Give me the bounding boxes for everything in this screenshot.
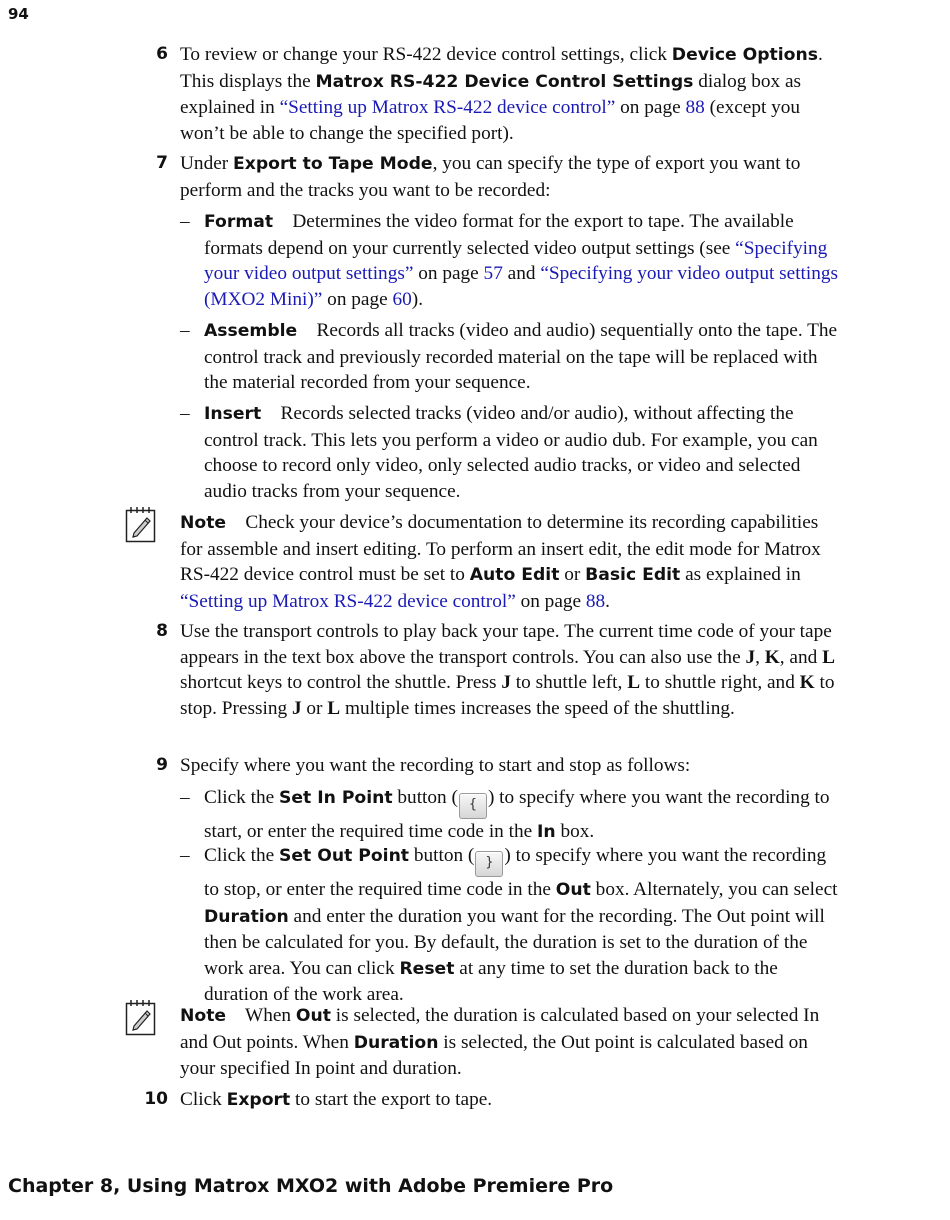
cross-reference-link[interactable]: “Setting up Matrox RS-422 device control”: [279, 97, 616, 119]
page-link[interactable]: 60: [392, 288, 412, 310]
set-in-point-button-icon: {: [459, 793, 487, 819]
cross-reference-link[interactable]: “Specifying your video output settings”: [204, 237, 828, 285]
list-dash: –: [180, 845, 190, 866]
note-pad-pencil-icon: [125, 505, 157, 543]
page-link[interactable]: 88: [585, 590, 606, 612]
step-10-text: Click Export to start the export to tape.: [180, 1089, 493, 1110]
note-pad-pencil-icon: [125, 998, 157, 1036]
format-item: Format Determines the video format for the export to tape. The available formats depend on your currently selected video output settings (see “Specifying your video output settings” on page 57 and “Specifying your video output settings (MXO2 Mini)” on page 60).: [204, 211, 839, 310]
note-1-text: Note Check your device’s documentation to determine its recording capabilities for assemble and insert editing. To perform an insert edit, the edit mode for Matrox RS-422 device control must be set to Auto Edit or Basic Edit as explained in “Setting up Matrox RS-422 device control” on page 88.: [180, 512, 821, 612]
list-dash: –: [180, 211, 190, 232]
step-number: 7: [156, 153, 168, 173]
step-number: 10: [144, 1089, 168, 1109]
step-number: 8: [156, 621, 168, 641]
note-label: Note: [180, 513, 227, 533]
list-dash: –: [180, 403, 190, 424]
step-9-text: Specify where you want the recording to start and stop as follows:: [180, 755, 691, 776]
assemble-item: Assemble Records all tracks (video and audio) sequentially onto the tape. The control track and previously recorded material on the tape will be replaced with the material recorded from your sequence.: [204, 320, 838, 394]
page-number: 94: [8, 5, 29, 23]
step-7-text: Under Export to Tape Mode, you can specify the type of export you want to perform and the tracks you want to be recorded:: [180, 153, 801, 201]
step-8-text: Use the transport controls to play back your tape. The current time code of your tape appears in the text box above the transport controls. You can also use the J, K, and L shortcut keys to control the shuttle. Press J to shuttle left, L to shuttle right, and K to stop. Pressing J or L multiple times increases the speed of the shuttling.: [180, 621, 835, 719]
set-out-point-button-icon: }: [475, 851, 503, 877]
set-out-point-item: Click the Set Out Point button ( } ) to specify where you want the recording to stop, or enter the required time code in the Out box. Alternately, you can select Duration and enter the duration you want for the recording. The Out point will then be calculated for you. By default, the duration is set to the duration of the work area. You can click Reset at any time to set the duration back to the duration of the work area.: [204, 845, 838, 1006]
set-in-point-item: Click the Set In Point button ( { ) to specify where you want the recording to start, or enter the required time code in the In box.: [204, 787, 830, 842]
list-dash: –: [180, 787, 190, 808]
insert-item: Insert Records selected tracks (video and/or audio), without affecting the control track. This lets you perform a video or audio dub. For example, you can choose to record only video, only selected audio tracks, or video and selected audio tracks from your sequence.: [204, 403, 818, 502]
page-link[interactable]: 57: [483, 263, 503, 285]
step-number: 6: [156, 44, 168, 64]
step-6-text: To review or change your RS-422 device control settings, click Device Options. This displays the Matrox RS-422 Device Control Settings dialog box as explained in “Setting up Matrox RS-422 device control” on page 88 (except you won’t be able to change the specified port).: [180, 44, 823, 144]
cross-reference-link[interactable]: “Specifying your video output settings (MXO2 Mini)”: [204, 263, 839, 310]
note-label: Note: [180, 1006, 227, 1026]
chapter-footer: Chapter 8, Using Matrox MXO2 with Adobe Premiere Pro: [8, 1175, 614, 1197]
note-2-text: Note When Out is selected, the duration is calculated based on your selected In and Out points. When Duration is selected, the Out point is calculated based on your specified In point and duration.: [180, 1005, 820, 1080]
cross-reference-link[interactable]: “Setting up Matrox RS-422 device control”: [180, 590, 516, 612]
page-link[interactable]: 88: [685, 97, 705, 119]
step-number: 9: [156, 755, 168, 775]
list-dash: –: [180, 320, 190, 341]
